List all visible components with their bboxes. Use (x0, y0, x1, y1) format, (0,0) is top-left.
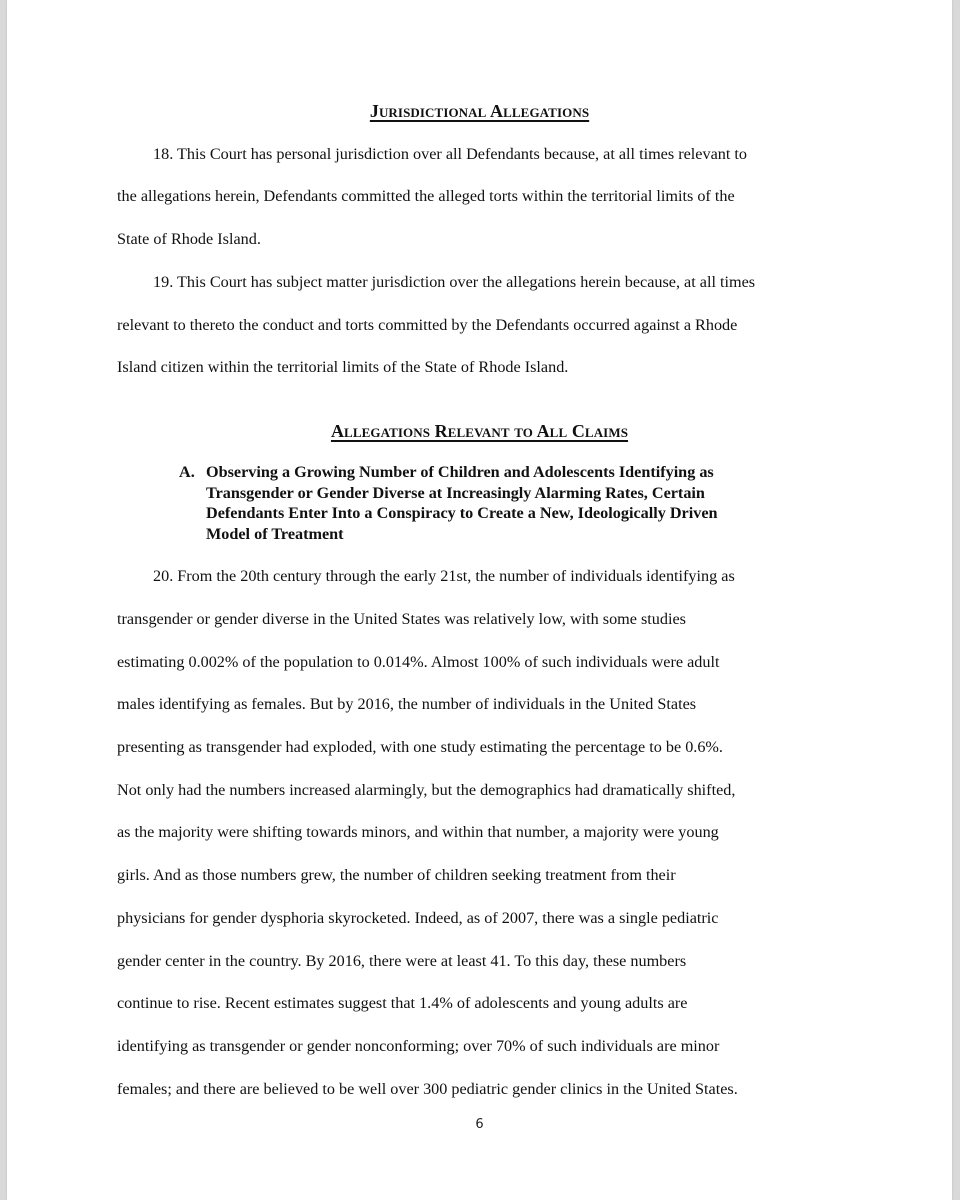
paragraph-line: relevant to thereto the conduct and torts committed by the Defendants occurred against a Rhode (117, 316, 738, 334)
paragraph-line: girls. And as those numbers grew, the number of children seeking treatment from their (117, 866, 676, 884)
paragraph-line: 18. This Court has personal jurisdiction over all Defendants because, at all times relevant to (153, 145, 747, 163)
subheading-line: Transgender or Gender Diverse at Increasingly Alarming Rates, Certain (206, 483, 705, 502)
subheading-line: Model of Treatment (206, 524, 344, 543)
paragraph-line: Island citizen within the territorial limits of the State of Rhode Island. (117, 358, 569, 376)
paragraph-line: transgender or gender diverse in the United States was relatively low, with some studies (117, 610, 686, 628)
paragraph-line: presenting as transgender had exploded, with one study estimating the percentage to be 0.6%. (117, 738, 723, 756)
paragraph-line: the allegations herein, Defendants committed the alleged torts within the territorial limits of the (117, 187, 735, 205)
paragraph-line: continue to rise. Recent estimates suggest that 1.4% of adolescents and young adults are (117, 994, 688, 1012)
paragraph-line: 20. From the 20th century through the early 21st, the number of individuals identifying as (153, 567, 735, 585)
paragraph-line: as the majority were shifting towards minors, and within that number, a majority were young (117, 823, 719, 841)
page-number: 6 (475, 1117, 484, 1132)
paragraph-line: State of Rhode Island. (117, 230, 261, 248)
document-page (7, 0, 952, 1200)
paragraph-line: identifying as transgender or gender nonconforming; over 70% of such individuals are minor (117, 1037, 720, 1055)
subheading-letter: A. (179, 463, 195, 481)
paragraph-line: gender center in the country. By 2016, there were at least 41. To this day, these numbers (117, 952, 687, 970)
paragraph-line: males identifying as females. But by 2016, the number of individuals in the United States (117, 695, 697, 713)
section-heading-jurisdictional-allegations: Jurisdictional Allegations (369, 101, 590, 121)
subheading-line: Observing a Growing Number of Children and Adolescents Identifying as (206, 463, 714, 481)
paragraph-line: females; and there are believed to be well over 300 pediatric gender clinics in the United States. (117, 1080, 738, 1098)
subheading-line: Defendants Enter Into a Conspiracy to Create a New, Ideologically Driven (206, 504, 718, 522)
subheading-a (179, 462, 839, 544)
paragraph-line: Not only had the numbers increased alarmingly, but the demographics had dramatically shifted, (117, 781, 736, 799)
paragraph-line: physicians for gender dysphoria skyrocketed. Indeed, as of 2007, there was a single pediatric (117, 909, 719, 927)
paragraph-line: 19. This Court has subject matter jurisdiction over the allegations herein because, at all times (153, 273, 756, 291)
paragraph-line: estimating 0.002% of the population to 0.014%. Almost 100% of such individuals were adult (117, 653, 720, 671)
section-heading-allegations-relevant-to-all-claims: Allegations Relevant to All Claims (330, 421, 629, 441)
